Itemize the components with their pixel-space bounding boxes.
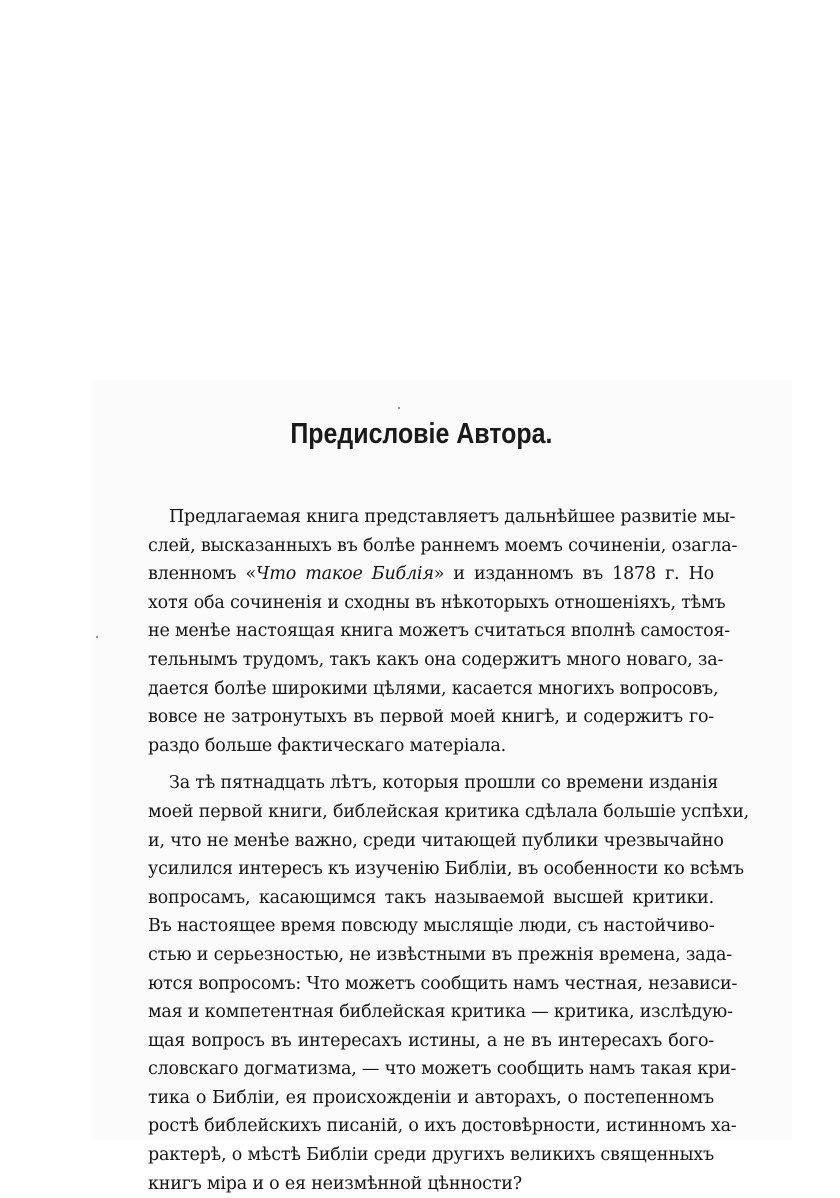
text-line: книгъ міра и о ея неизмѣнной цѣнности?: [148, 1173, 522, 1194]
text-line: моей первой книги, библейская критика сдѣлала большіе успѣхи,: [148, 801, 750, 822]
text-line: тика о Библіи, ея происхожденіи и авторахъ, о постепенномъ: [148, 1087, 714, 1108]
text-line: За тѣ пятнадцать лѣтъ, которыя прошли со времени изданія: [169, 773, 719, 794]
text-line: не менѣе настоящая книга можетъ считаться вполнѣ самостоя-: [148, 621, 731, 642]
text-line: щая вопросъ въ интересахъ истины, а не въ интересахъ бого-: [148, 1030, 714, 1051]
text-line: ростѣ библейскихъ писаній, о ихъ достовѣрности, истинномъ ха-: [148, 1116, 737, 1137]
text-line: хотя оба сочиненія и сходны въ нѣкоторыхъ отношеніяхъ, тѣмъ: [148, 592, 726, 613]
text-line: вовсе не затронутыхъ въ первой моей книгѣ, и содержитъ го-: [148, 707, 714, 728]
paragraph: [148, 503, 738, 760]
text-line: вопросамъ, касающимся такъ называемой высшей критики.: [148, 887, 714, 908]
text-line: слей, высказанныхъ въ болѣе раннемъ моемъ сочиненіи, озагла-: [148, 535, 738, 556]
paragraph: [148, 769, 750, 1198]
text-line: тельнымъ трудомъ, такъ какъ она содержитъ много новаго, за-: [148, 649, 724, 670]
text-line: стью и серьезностью, не извѣстными въ прежнія времена, зада-: [148, 944, 732, 965]
scan-speck: [398, 407, 400, 409]
page-title: Предисловіе Автора.: [290, 418, 553, 450]
preface-body: [148, 503, 750, 1198]
text-line: усилился интересъ къ изученію Библіи, въ особенности ко всѣмъ: [148, 859, 744, 880]
scan-speck: [96, 636, 98, 638]
text-line: [148, 560, 714, 589]
text-line: Предлагаемая книга представляетъ дальнѣйшее развитіе мы-: [169, 507, 736, 527]
text-line: ются вопросомъ: Что можетъ сообщить намъ честная, независи-: [148, 973, 738, 994]
book-title-italic: Что такое Библія: [256, 564, 434, 585]
text-line: Въ настоящее время повсюду мыслящіе люди, съ настойчиво-: [148, 916, 715, 937]
text-line: дается болѣе широкими цѣлями, касается многихъ вопросовъ,: [148, 678, 719, 699]
text-line: мая и компетентная библейская критика — критика, изслѣдую-: [148, 1002, 733, 1023]
text-line: словскаго догматизма, — что можетъ сообщить намъ такая кри-: [148, 1059, 737, 1080]
text-run: » и изданномъ въ 1878 г. Но: [433, 564, 714, 585]
text-line: рактерѣ, о мѣстѣ Библіи среди другихъ великихъ священныхъ: [148, 1145, 714, 1166]
text-run: вленномъ «: [148, 564, 257, 585]
text-line: и, что не менѣе важно, среди читающей публики чрезвычайно: [148, 830, 724, 851]
text-line: раздо больше фактическаго матеріала.: [148, 735, 506, 756]
